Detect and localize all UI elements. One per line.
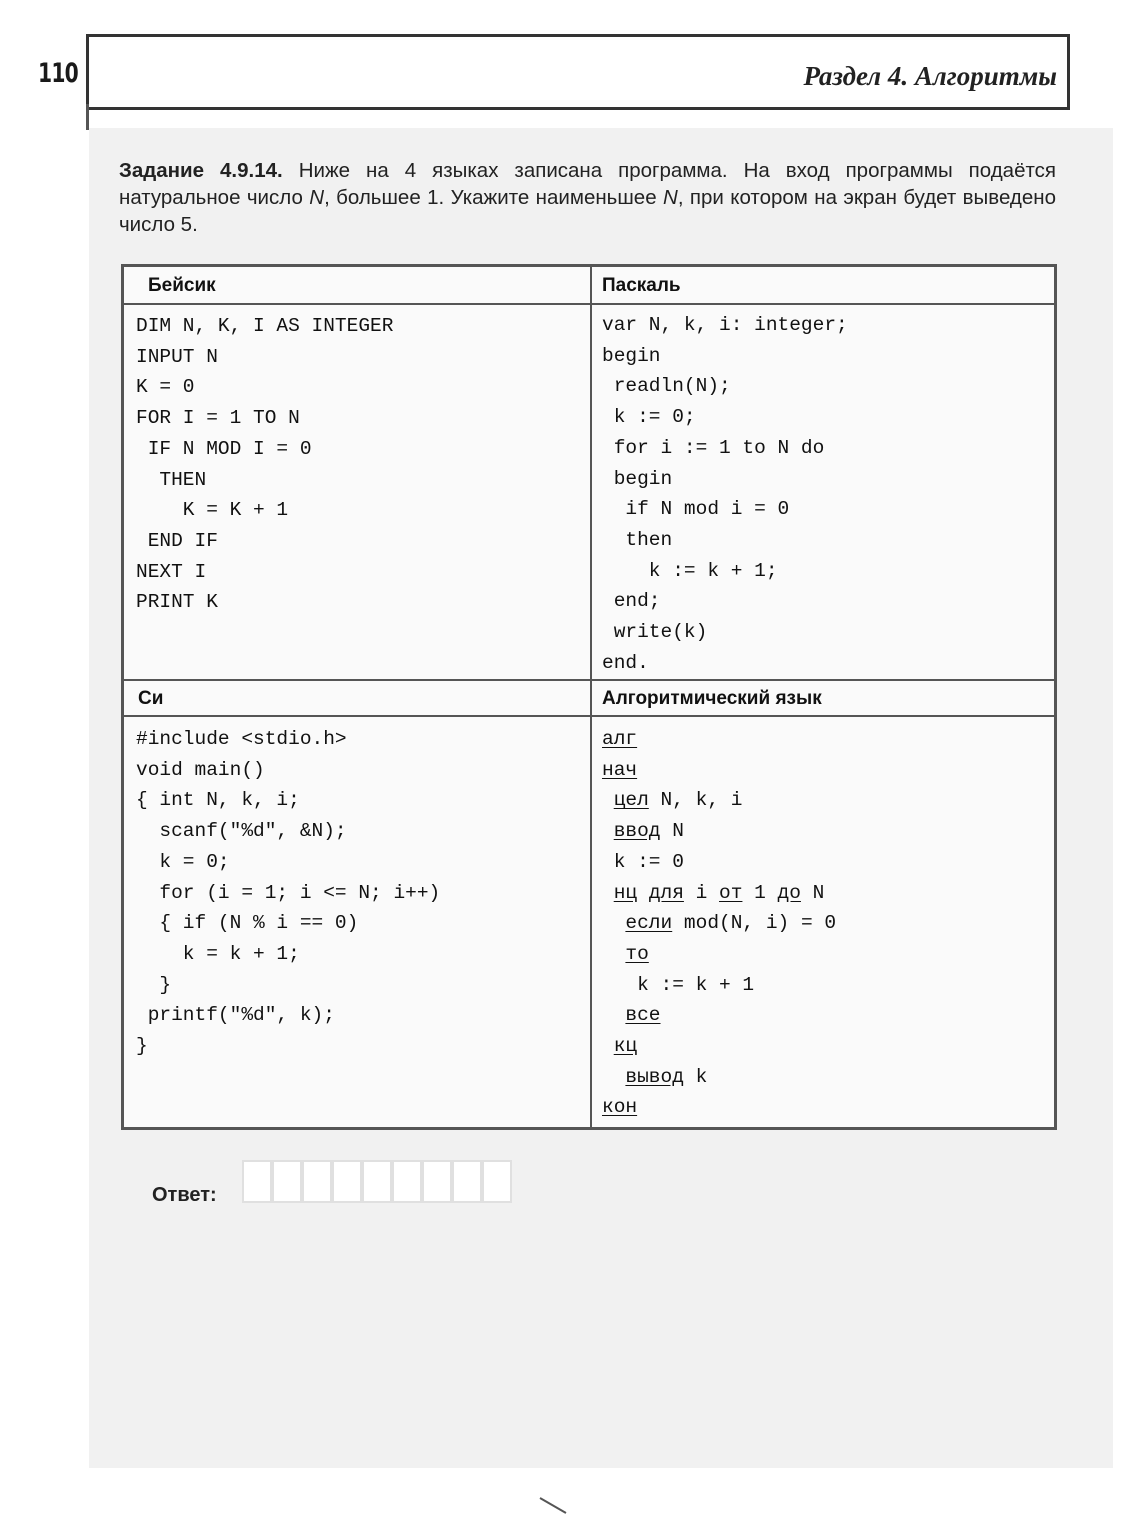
code-text: N [800,881,825,904]
code-line: PRINT K [136,591,218,614]
keyword: если [625,912,673,935]
code-line: NEXT I [136,560,207,583]
code-line: for (i = 1; i <= N; i++) [136,881,441,904]
table-column-divider [590,267,592,1127]
answer-cell[interactable] [452,1160,482,1203]
c-header: Си [138,688,164,709]
code-line: void main() [136,758,265,781]
code-text: i [683,881,720,904]
answer-cell[interactable] [482,1160,512,1203]
task-text-1: Ниже на 4 языках записана программа. На вход программы подаётся натуральное число [119,159,1056,209]
code-text: mod(N, i) = 0 [672,912,837,935]
pen-mark [540,1497,567,1514]
code-line: scanf("%d", &N); [136,820,347,843]
table-header-divider-2 [124,715,1054,717]
table-row-divider [124,679,1054,681]
section-title: Раздел 4. Алгоритмы [803,61,1057,91]
code-line: #include <stdio.h> [136,728,347,750]
keyword: алг [602,728,638,750]
code-line: FOR I = 1 TO N [136,407,300,430]
answer-cell[interactable] [392,1160,422,1203]
c-code [136,724,440,1062]
keyword: для [648,881,684,904]
answer-cell[interactable] [242,1160,272,1203]
section-header [86,34,1070,110]
code-line: write(k) [602,621,708,644]
code-line: then [602,528,673,551]
code-table [121,264,1057,1130]
code-line: END IF [136,529,218,552]
answer-cell[interactable] [272,1160,302,1203]
code-line: readln(N); [602,375,731,398]
keyword: ввод [613,820,661,843]
code-line: end; [602,590,661,613]
code-line: if N mod i = 0 [602,498,790,521]
task-statement [119,157,1056,238]
page-number: 110 [38,58,79,89]
pascal-code [602,310,848,678]
code-line: k := 0; [602,406,696,429]
keyword: от [719,881,743,904]
keyword: то [625,942,649,965]
code-line: begin [602,467,673,490]
code-text: N, k, i [648,789,743,812]
keyword: нц [613,881,638,904]
header-rule [86,104,89,130]
code-line: for i := 1 to N do [602,436,825,459]
task-text-3: , при котором на экран будет выведено число 5. [119,186,1056,236]
algo-code [602,724,836,1123]
code-line: } [136,973,172,996]
code-text: N [660,820,684,843]
code-text: k := 0 [602,850,684,873]
code-line: DIM N, K, I AS INTEGER [136,315,394,337]
code-line: end. [602,651,649,674]
code-line: K = K + 1 [136,499,289,522]
code-text: k [683,1065,708,1088]
keyword: все [625,1004,661,1027]
code-line: printf("%d", k); [136,1004,335,1027]
code-line: { int N, k, i; [136,789,300,812]
code-line: INPUT N [136,345,218,368]
basic-code [136,311,393,618]
answer-cell[interactable] [302,1160,332,1203]
answer-label: Ответ: [152,1184,217,1206]
code-line: k := k + 1; [602,559,778,582]
keyword: до [777,881,801,904]
code-line: k = 0; [136,850,230,873]
answer-cell[interactable] [362,1160,392,1203]
answer-input[interactable] [242,1160,512,1203]
algo-header: Алгоритмический язык [602,688,822,709]
task-var-n: N [309,186,325,209]
code-line: { if (N % i == 0) [136,912,359,935]
basic-header: Бейсик [148,275,216,296]
code-line: } [136,1035,148,1058]
code-line: begin [602,344,661,367]
answer-cell[interactable] [332,1160,362,1203]
keyword: кон [602,1096,638,1119]
code-line: IF N MOD I = 0 [136,437,312,460]
pascal-header: Паскаль [602,275,681,296]
code-line: K = 0 [136,376,195,399]
code-line: THEN [136,468,207,491]
answer-cell[interactable] [422,1160,452,1203]
code-text: k := k + 1 [602,973,755,996]
task-label: Задание 4.9.14. [119,159,283,182]
table-header-divider [124,303,1054,305]
code-line: k = k + 1; [136,942,300,965]
keyword: нач [602,758,638,781]
keyword: цел [613,789,649,812]
keyword: вывод [625,1065,684,1088]
task-text-2: , большее 1. Укажите наименьшее [324,186,663,209]
code-text: 1 [742,881,778,904]
task-var-n-2: N [663,186,678,209]
keyword: кц [613,1035,638,1058]
code-line: var N, k, i: integer; [602,314,848,336]
